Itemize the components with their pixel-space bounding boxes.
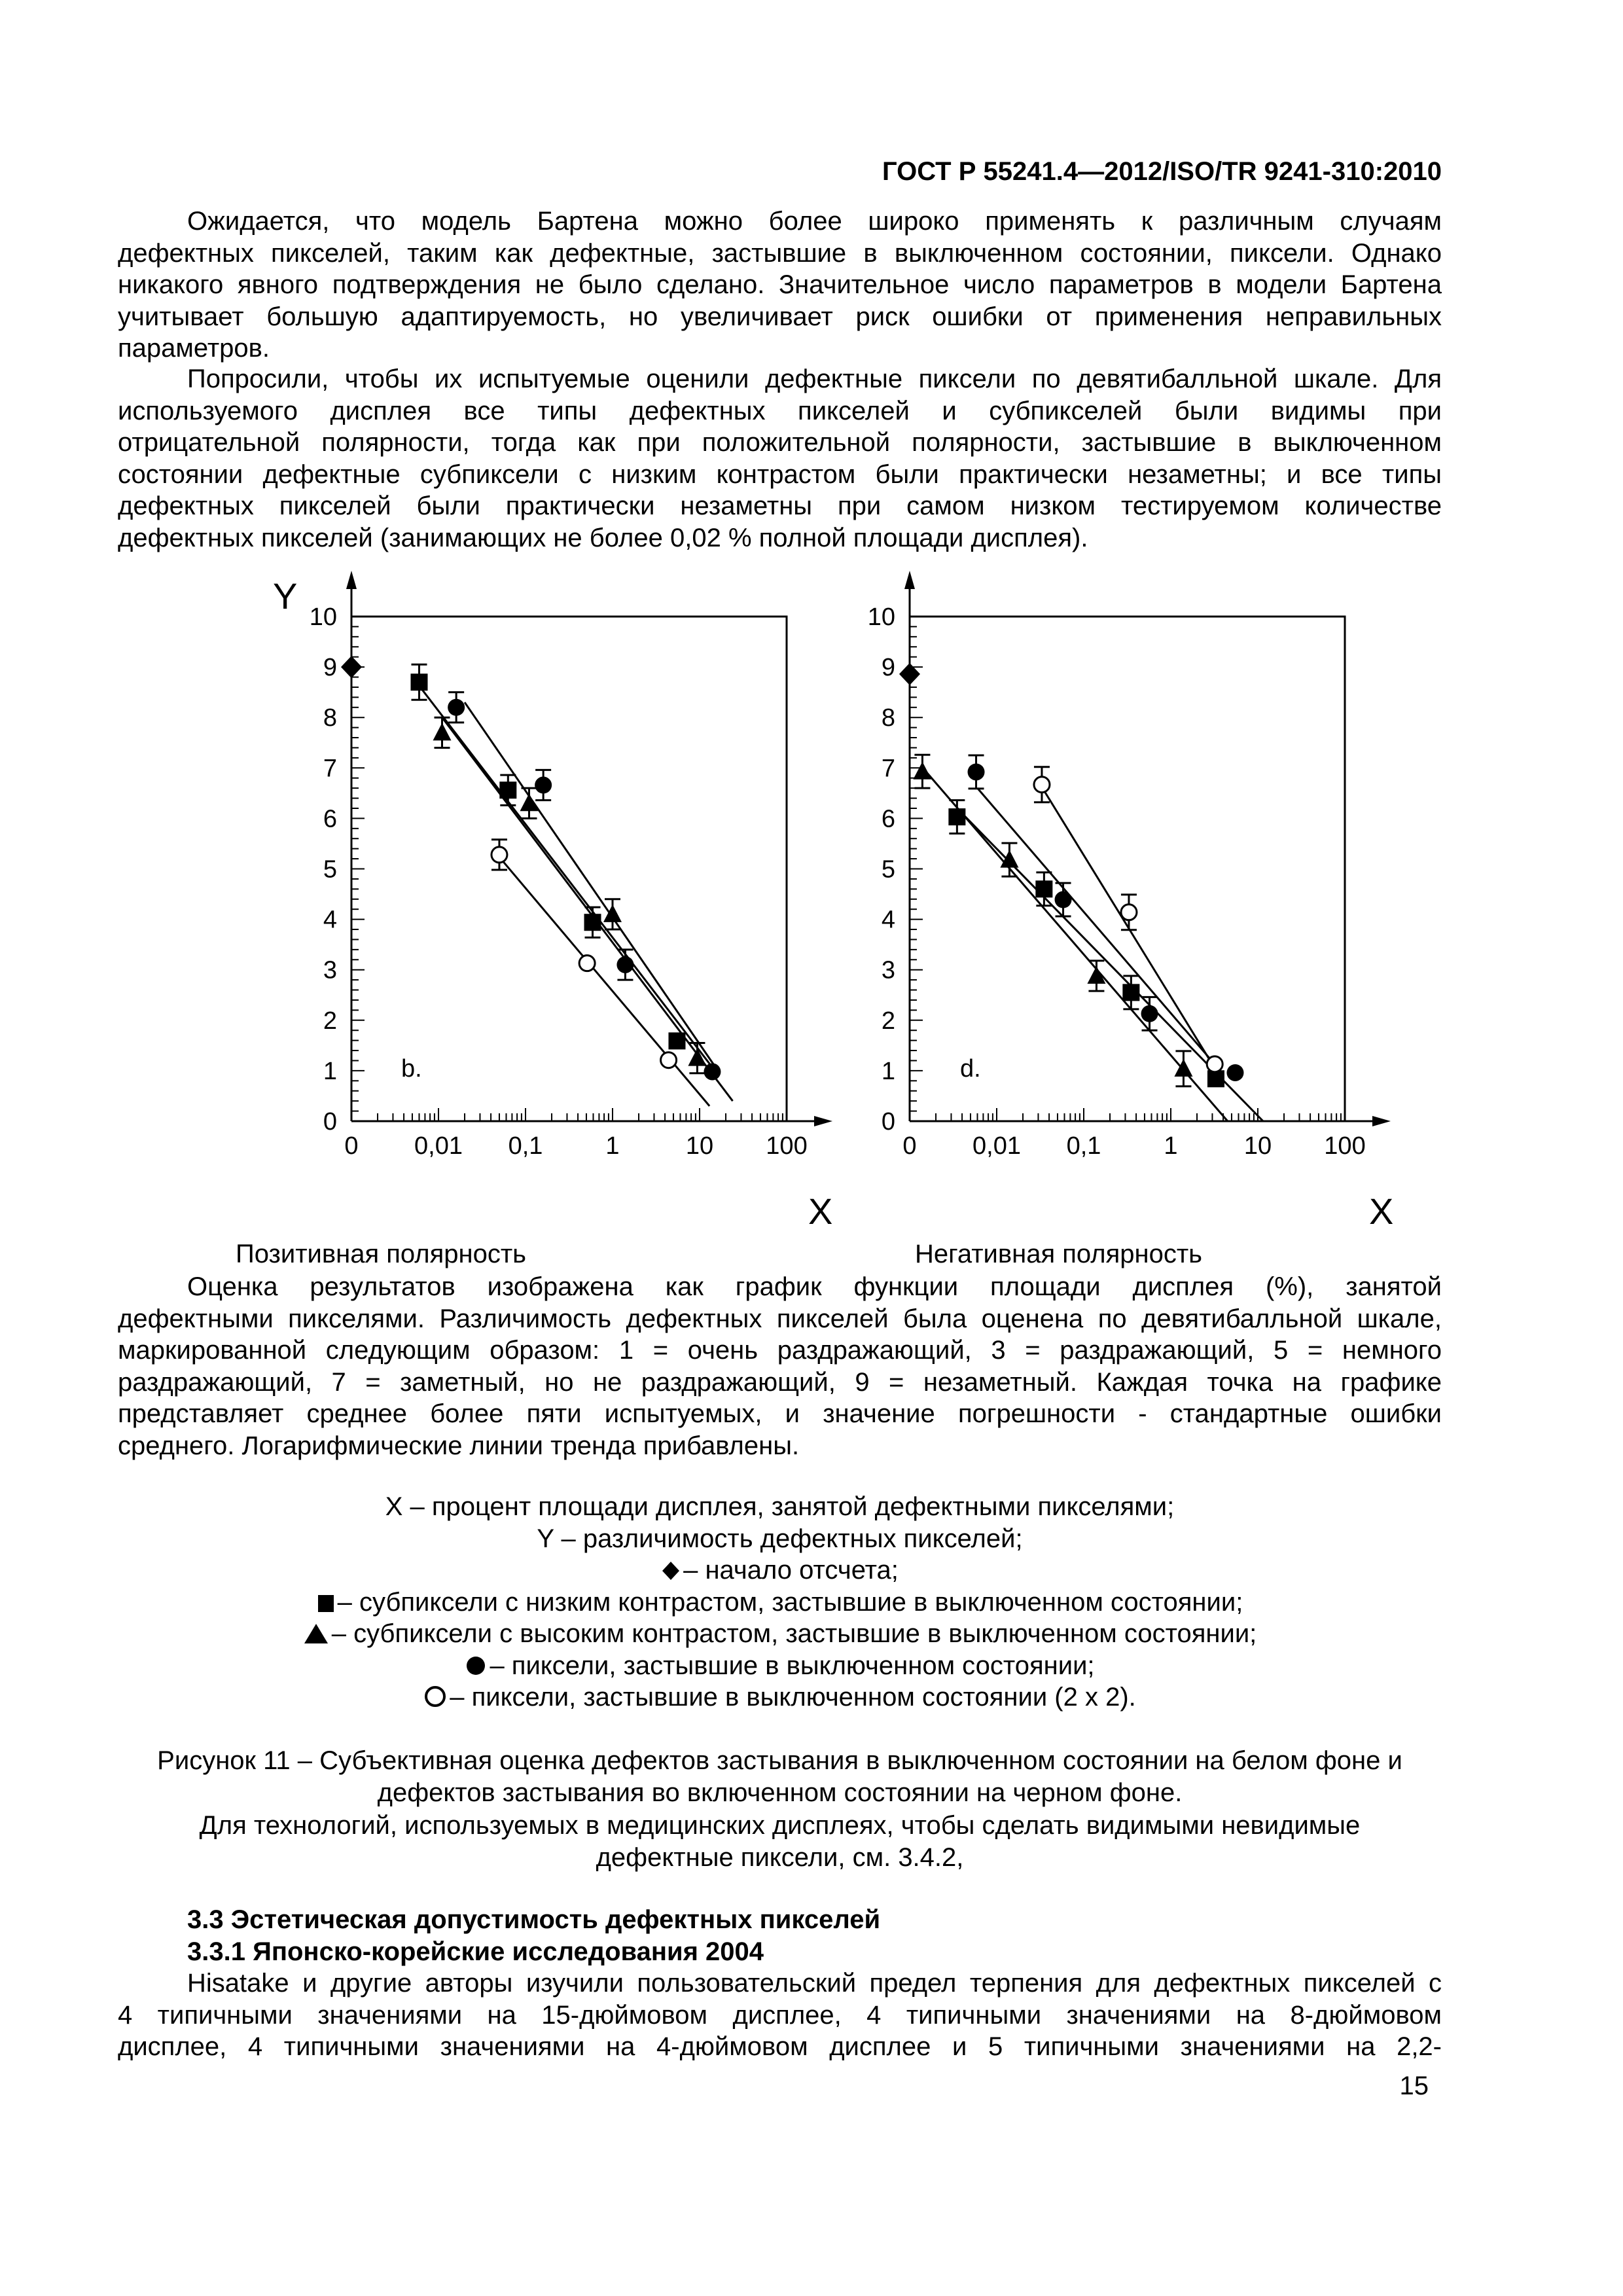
open-circle-icon bbox=[423, 1685, 447, 1708]
circle-marker bbox=[704, 1063, 721, 1080]
text-line: параметров. bbox=[118, 334, 270, 363]
legend-text: – субпиксели с низким контрастом, застывшие в выключенном состоянии; bbox=[337, 1587, 1243, 1617]
text-line: дефектных пикселей (занимающих не более 0,02 % полной площади дисплея). bbox=[118, 523, 1088, 552]
circle-marker bbox=[616, 956, 633, 973]
x-tick-label: 100 bbox=[766, 1132, 808, 1160]
chart-panel-d bbox=[868, 571, 1394, 1232]
y-tick-label: 3 bbox=[323, 956, 337, 984]
y-tick-label: 1 bbox=[881, 1057, 895, 1085]
text-line: Ожидается, что модель Бартена можно более широко применять к различным случаям bbox=[187, 207, 1442, 236]
text-line: используемого дисплея все типы дефектных пикселей и субпикселей были видимы при bbox=[118, 396, 1442, 425]
legend-text: X – процент площади дисплея, занятой дефектными пикселями; bbox=[385, 1492, 1175, 1521]
square-marker bbox=[948, 808, 965, 825]
y-tick-label: 10 bbox=[867, 603, 895, 631]
text-line: Hisatake и другие авторы изучили пользовательский предел терпения для дефектных пикселей с bbox=[187, 1969, 1442, 1998]
circle-marker bbox=[1141, 1005, 1158, 1022]
y-axis-label: Y bbox=[273, 575, 298, 617]
legend-text: – пиксели, застывшие в выключенном состоянии (2 х 2). bbox=[450, 1683, 1136, 1712]
y-tick-label: 2 bbox=[881, 1007, 895, 1035]
x-tick-label: 100 bbox=[1324, 1132, 1366, 1160]
x-tick-label: 10 bbox=[685, 1132, 714, 1160]
x-tick-label: 0 bbox=[902, 1132, 917, 1160]
text-line: представляет среднее более пяти испытуемых, и значение погрешности - стандартные ошибки bbox=[118, 1399, 1442, 1428]
open-circle-marker bbox=[491, 847, 507, 863]
y-tick-label: 10 bbox=[309, 603, 337, 631]
circle-marker bbox=[968, 763, 985, 780]
y-tick-label: 4 bbox=[881, 906, 895, 934]
trend-line bbox=[422, 690, 715, 1071]
triangle-marker bbox=[520, 793, 539, 811]
legend-text: – субпиксели с высоким контрастом, застывшие в выключенном состоянии; bbox=[331, 1619, 1257, 1648]
legend-origin bbox=[118, 1554, 1442, 1587]
figure-legend bbox=[118, 1491, 1442, 1713]
text-line: среднего. Логарифмические линии тренда прибавлены. bbox=[118, 1431, 800, 1460]
y-tick-label: 0 bbox=[323, 1108, 337, 1136]
y-tick-label: 8 bbox=[323, 704, 337, 732]
diamond-marker bbox=[899, 663, 920, 685]
x-tick-label: 1 bbox=[1164, 1132, 1178, 1160]
y-axis-arrow bbox=[346, 571, 357, 589]
circle-marker bbox=[1226, 1064, 1243, 1081]
legend-text: – начало отсчета; bbox=[683, 1556, 899, 1585]
y-axis-arrow bbox=[904, 571, 915, 589]
open-circle-marker bbox=[1034, 777, 1050, 793]
chart-panel-b bbox=[273, 571, 832, 1232]
text-line: маркированной следующим образом: 1 = очень раздражающий, 3 = раздражающий, 5 = немного bbox=[118, 1336, 1442, 1365]
note bbox=[118, 1810, 1442, 1873]
heading-3-3: 3.3 Эстетическая допустимость дефектных пикселей bbox=[187, 1905, 881, 1934]
section-headings bbox=[118, 1904, 1442, 1967]
open-circle-marker bbox=[1207, 1056, 1222, 1072]
text-line: дефектных пикселей, таким как дефектные, застывшие в выключенном состоянии, пиксели. Однако bbox=[118, 238, 1442, 268]
plot-frame bbox=[910, 617, 1345, 1121]
legend-square bbox=[118, 1587, 1442, 1619]
text-line: дефектных пикселей были практически незаметны при самом низком тестируемом количестве bbox=[118, 492, 1442, 520]
x-tick-label: 0,01 bbox=[972, 1132, 1021, 1160]
trend-line bbox=[977, 788, 1215, 1066]
x-tick-label: 1 bbox=[605, 1132, 620, 1160]
legend-open-circle bbox=[118, 1681, 1442, 1713]
page-number: 15 bbox=[1399, 2072, 1429, 2100]
trend-line bbox=[442, 717, 733, 1101]
figure-caption bbox=[118, 1745, 1442, 1808]
y-tick-label: 5 bbox=[323, 855, 337, 884]
square-marker bbox=[584, 914, 601, 931]
panel-label: d. bbox=[960, 1055, 981, 1083]
text-line: дефектов застывания во включенном состоянии на черном фоне. bbox=[377, 1778, 1183, 1807]
text-line: Рисунок 11 – Субъективная оценка дефектов застывания в выключенном состоянии на белом фоне и bbox=[157, 1746, 1402, 1775]
x-tick-label: 0,01 bbox=[414, 1132, 463, 1160]
paragraph-4 bbox=[118, 1967, 1442, 2063]
circle-marker bbox=[1055, 891, 1072, 908]
x-tick-label: 0,1 bbox=[508, 1132, 543, 1160]
legend-text: Y – различимость дефектных пикселей; bbox=[537, 1524, 1023, 1553]
x-axis-arrow bbox=[814, 1116, 832, 1126]
text-line: раздражающий, 7 = заметный, но не раздражающий, 9 = незаметный. Каждая точка на графике bbox=[118, 1367, 1442, 1397]
legend-circle bbox=[118, 1650, 1442, 1682]
text-line: Оценка результатов изображена как график функции площади дисплея (%), занятой bbox=[187, 1272, 1442, 1301]
panel-label: b. bbox=[401, 1055, 422, 1083]
y-tick-label: 5 bbox=[881, 855, 895, 884]
y-tick-label: 8 bbox=[881, 704, 895, 732]
square-marker bbox=[1035, 880, 1052, 897]
text-line: дефектными пикселями. Различимость дефектных пикселей была оценена по девятибалльной шкале, bbox=[118, 1304, 1442, 1333]
text-line: состоянии дефектные субпиксели с низким контрастом были практически незаметны; и все типы bbox=[118, 459, 1442, 489]
y-tick-label: 7 bbox=[881, 755, 895, 783]
y-tick-label: 2 bbox=[323, 1007, 337, 1035]
y-tick-label: 1 bbox=[323, 1057, 337, 1085]
open-circle-marker bbox=[661, 1052, 677, 1068]
text-line: 4 типичными значениями на 15-дюймовом дисплее, 4 типичными значениями на 8-дюймовом bbox=[118, 2000, 1442, 2030]
text-line: Для технологий, используемых в медицинских дисплеях, чтобы сделать видимыми невидимые bbox=[199, 1811, 1361, 1840]
square-icon bbox=[317, 1592, 335, 1613]
y-tick-label: 9 bbox=[323, 654, 337, 682]
y-tick-label: 6 bbox=[881, 805, 895, 833]
square-marker bbox=[499, 781, 516, 798]
open-circle-marker bbox=[1121, 905, 1137, 920]
x-axis-label: X bbox=[808, 1191, 833, 1232]
triangle-marker bbox=[1087, 966, 1105, 984]
circle-marker bbox=[535, 777, 552, 794]
legend-y bbox=[118, 1523, 1442, 1555]
x-tick-label: 10 bbox=[1243, 1132, 1272, 1160]
open-circle-marker bbox=[579, 956, 595, 971]
y-tick-label: 3 bbox=[881, 956, 895, 984]
y-tick-label: 0 bbox=[881, 1108, 895, 1136]
caption-negative-polarity: Негативная полярность bbox=[915, 1240, 1203, 1268]
circle-marker bbox=[448, 699, 465, 716]
y-tick-label: 4 bbox=[323, 906, 337, 934]
text-line: учитывает большую адаптируемость, но увеличивает риск ошибки от применения неправильных bbox=[118, 302, 1442, 331]
text-line: Попросили, чтобы их испытуемые оценили дефектные пиксели по девятибалльной шкале. Для bbox=[187, 365, 1442, 393]
caption-positive-polarity: Позитивная полярность bbox=[236, 1240, 527, 1268]
heading-3-3-1: 3.3.1 Японско-корейские исследования 2004 bbox=[187, 1937, 764, 1966]
square-marker bbox=[410, 673, 427, 691]
text-line: отрицательной полярности, тогда как при положительной полярности, застывшие в выключенном bbox=[118, 428, 1442, 457]
y-tick-label: 6 bbox=[323, 805, 337, 833]
triangle-marker bbox=[913, 762, 931, 780]
x-axis-arrow bbox=[1372, 1116, 1391, 1126]
text-line: дисплее, 4 типичными значениями на 4-дюймовом дисплее и 5 типичными значениями на 2,2- bbox=[118, 2032, 1442, 2061]
legend-text: – пиксели, застывшие в выключенном состоянии; bbox=[490, 1651, 1095, 1680]
x-tick-label: 0 bbox=[344, 1132, 359, 1160]
trend-line bbox=[465, 702, 720, 1073]
square-marker bbox=[1122, 984, 1139, 1001]
x-tick-label: 0,1 bbox=[1066, 1132, 1101, 1160]
document-header: ГОСТ Р 55241.4—2012/ISO/TR 9241-310:2010 bbox=[882, 157, 1442, 186]
x-axis-label: X bbox=[1369, 1191, 1394, 1232]
trend-line bbox=[503, 861, 709, 1106]
plot-frame bbox=[351, 617, 787, 1121]
triangle-marker bbox=[1000, 850, 1018, 868]
triangle-icon bbox=[303, 1623, 329, 1645]
y-tick-label: 7 bbox=[323, 755, 337, 783]
legend-triangle bbox=[118, 1618, 1442, 1650]
diamond-marker bbox=[341, 656, 362, 678]
y-tick-label: 9 bbox=[881, 654, 895, 682]
square-marker bbox=[668, 1032, 685, 1049]
text-line: дефектные пиксели, см. 3.4.2, bbox=[596, 1842, 964, 1872]
diamond-icon bbox=[661, 1560, 681, 1581]
paragraph-3 bbox=[118, 1271, 1442, 1462]
filled-circle-icon bbox=[465, 1655, 487, 1677]
legend-x bbox=[118, 1491, 1442, 1523]
text-line: никакого явного подтверждения не было сделано. Значительное число параметров в модели Бартена bbox=[118, 270, 1442, 299]
